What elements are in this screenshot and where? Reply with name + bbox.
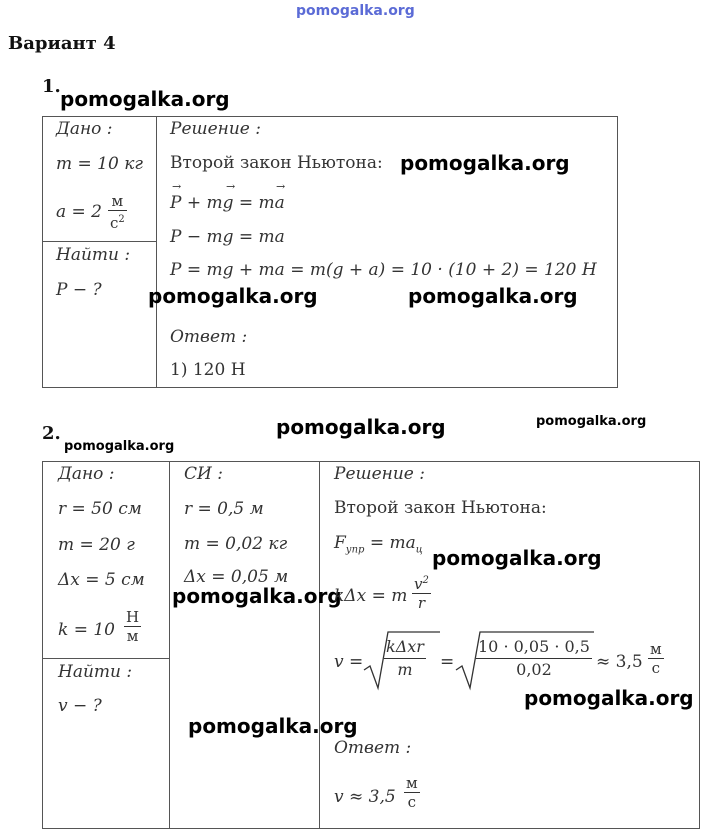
v-unit-num: м xyxy=(650,640,662,658)
watermark: pomogalka.org xyxy=(172,584,342,608)
problem1-find-header: Найти : xyxy=(56,245,131,265)
watermark-top: pomogalka.org xyxy=(296,3,415,19)
problem2-v-unit xyxy=(648,640,664,677)
problem2-eq2: kΔx = m xyxy=(334,586,408,606)
problem2-si-dx: Δx = 0,05 м xyxy=(184,567,289,587)
watermark: pomogalka.org xyxy=(536,414,647,429)
problem2-given-header: Дано : xyxy=(58,464,115,484)
problem2-divider-solution xyxy=(319,461,320,828)
k-unit-den: м xyxy=(126,627,139,645)
watermark: pomogalka.org xyxy=(400,151,570,175)
answer-unit-num: м xyxy=(406,774,418,792)
force-symbol: F xyxy=(334,533,346,553)
problem2-law: Второй закон Ньютона: xyxy=(334,498,547,518)
problem2-si-r: r = 0,5 м xyxy=(184,499,264,519)
accel-unit-den: с xyxy=(110,214,119,232)
root1-num: kΔxr xyxy=(384,636,426,659)
problem1-given-divider xyxy=(42,241,157,242)
problem2-number: 2. xyxy=(42,423,61,444)
vector-arrow-icon: → xyxy=(172,180,182,193)
vector-arrow-icon: → xyxy=(276,180,286,193)
problem1-accel-unit: м $с^2$ xyxy=(110,192,125,232)
problem1-find: P − ? xyxy=(56,280,102,300)
root2-num: 10 · 0,05 · 0,5 xyxy=(476,636,592,659)
problem2-given-k: k = 10 xyxy=(58,620,115,640)
problem2-eq3-result: ≈ 3,5 xyxy=(596,652,643,672)
problem1-number: 1. xyxy=(42,76,61,97)
watermark: pomogalka.org xyxy=(524,686,694,710)
problem2-si-header: СИ : xyxy=(184,464,223,484)
problem2-root2 xyxy=(476,636,592,681)
accel-unit-num: м xyxy=(108,192,127,211)
problem2-root1 xyxy=(384,636,426,681)
problem2-answer: v ≈ 3,5 xyxy=(334,787,396,807)
watermark: pomogalka.org xyxy=(60,87,230,111)
problem1-given-a: a = 2 xyxy=(56,202,103,222)
problem2-given-m: m = 20 г xyxy=(58,535,135,555)
problem1-divider xyxy=(156,116,157,387)
problem2-answer-header: Ответ : xyxy=(334,738,412,758)
page-title: Вариант 4 xyxy=(8,33,116,54)
watermark: pomogalka.org xyxy=(276,415,446,439)
watermark: pomogalka.org xyxy=(64,439,175,454)
watermark: pomogalka.org xyxy=(408,284,578,308)
eq2-den: r xyxy=(417,594,426,612)
watermark: pomogalka.org xyxy=(188,714,358,738)
problem2-eq3-eq: = xyxy=(440,652,455,672)
root1-den: m xyxy=(397,660,413,679)
problem1-answer-header: Ответ : xyxy=(170,327,248,347)
problem2-find-header: Найти : xyxy=(58,662,133,682)
problem2-given-divider xyxy=(42,658,170,659)
answer-unit-den: с xyxy=(407,793,417,811)
root2-den: 0,02 xyxy=(516,660,552,679)
problem2-solution-header: Решение : xyxy=(334,464,426,484)
problem1-law: Второй закон Ньютона: xyxy=(170,153,383,173)
problem2-eq2-frac: $\frac{v^2}{r}$ xyxy=(412,572,431,612)
problem2-k-unit xyxy=(124,608,141,645)
accel-subscript: ц xyxy=(415,544,423,556)
problem1-given-m: m = 10 кг xyxy=(56,154,143,174)
problem2-si-m: m = 0,02 кг xyxy=(184,534,288,554)
force-rhs: = ma xyxy=(364,533,416,553)
eq2-num: v xyxy=(414,575,423,593)
k-unit-num: Н xyxy=(126,608,140,626)
watermark: pomogalka.org xyxy=(432,546,602,570)
problem2-given-r: r = 50 см xyxy=(58,499,142,519)
problem1-eq3: P = mg + ma = m(g + a) = 10 · (10 + 2) = 120 Н xyxy=(170,260,597,280)
problem2-answer-unit xyxy=(404,774,420,811)
vector-arrow-icon: → xyxy=(226,180,236,193)
problem2-eq3-lhs: v = xyxy=(334,652,364,672)
problem1-solution-header: Решение : xyxy=(170,119,262,139)
problem1-eq2: P − mg = ma xyxy=(170,227,285,247)
v-unit-den: с xyxy=(651,659,661,677)
problem1-given-header: Дано : xyxy=(56,119,113,139)
problem2-eq1 xyxy=(334,533,423,555)
problem1-answer: 1) 120 Н xyxy=(170,360,246,380)
problem1-eq1: P + mg = ma xyxy=(170,193,285,213)
problem2-given-dx: Δx = 5 см xyxy=(58,570,145,590)
force-subscript: упр xyxy=(345,544,365,556)
problem2-divider-si xyxy=(169,461,170,828)
watermark: pomogalka.org xyxy=(148,284,318,308)
problem2-find: v − ? xyxy=(58,696,102,716)
